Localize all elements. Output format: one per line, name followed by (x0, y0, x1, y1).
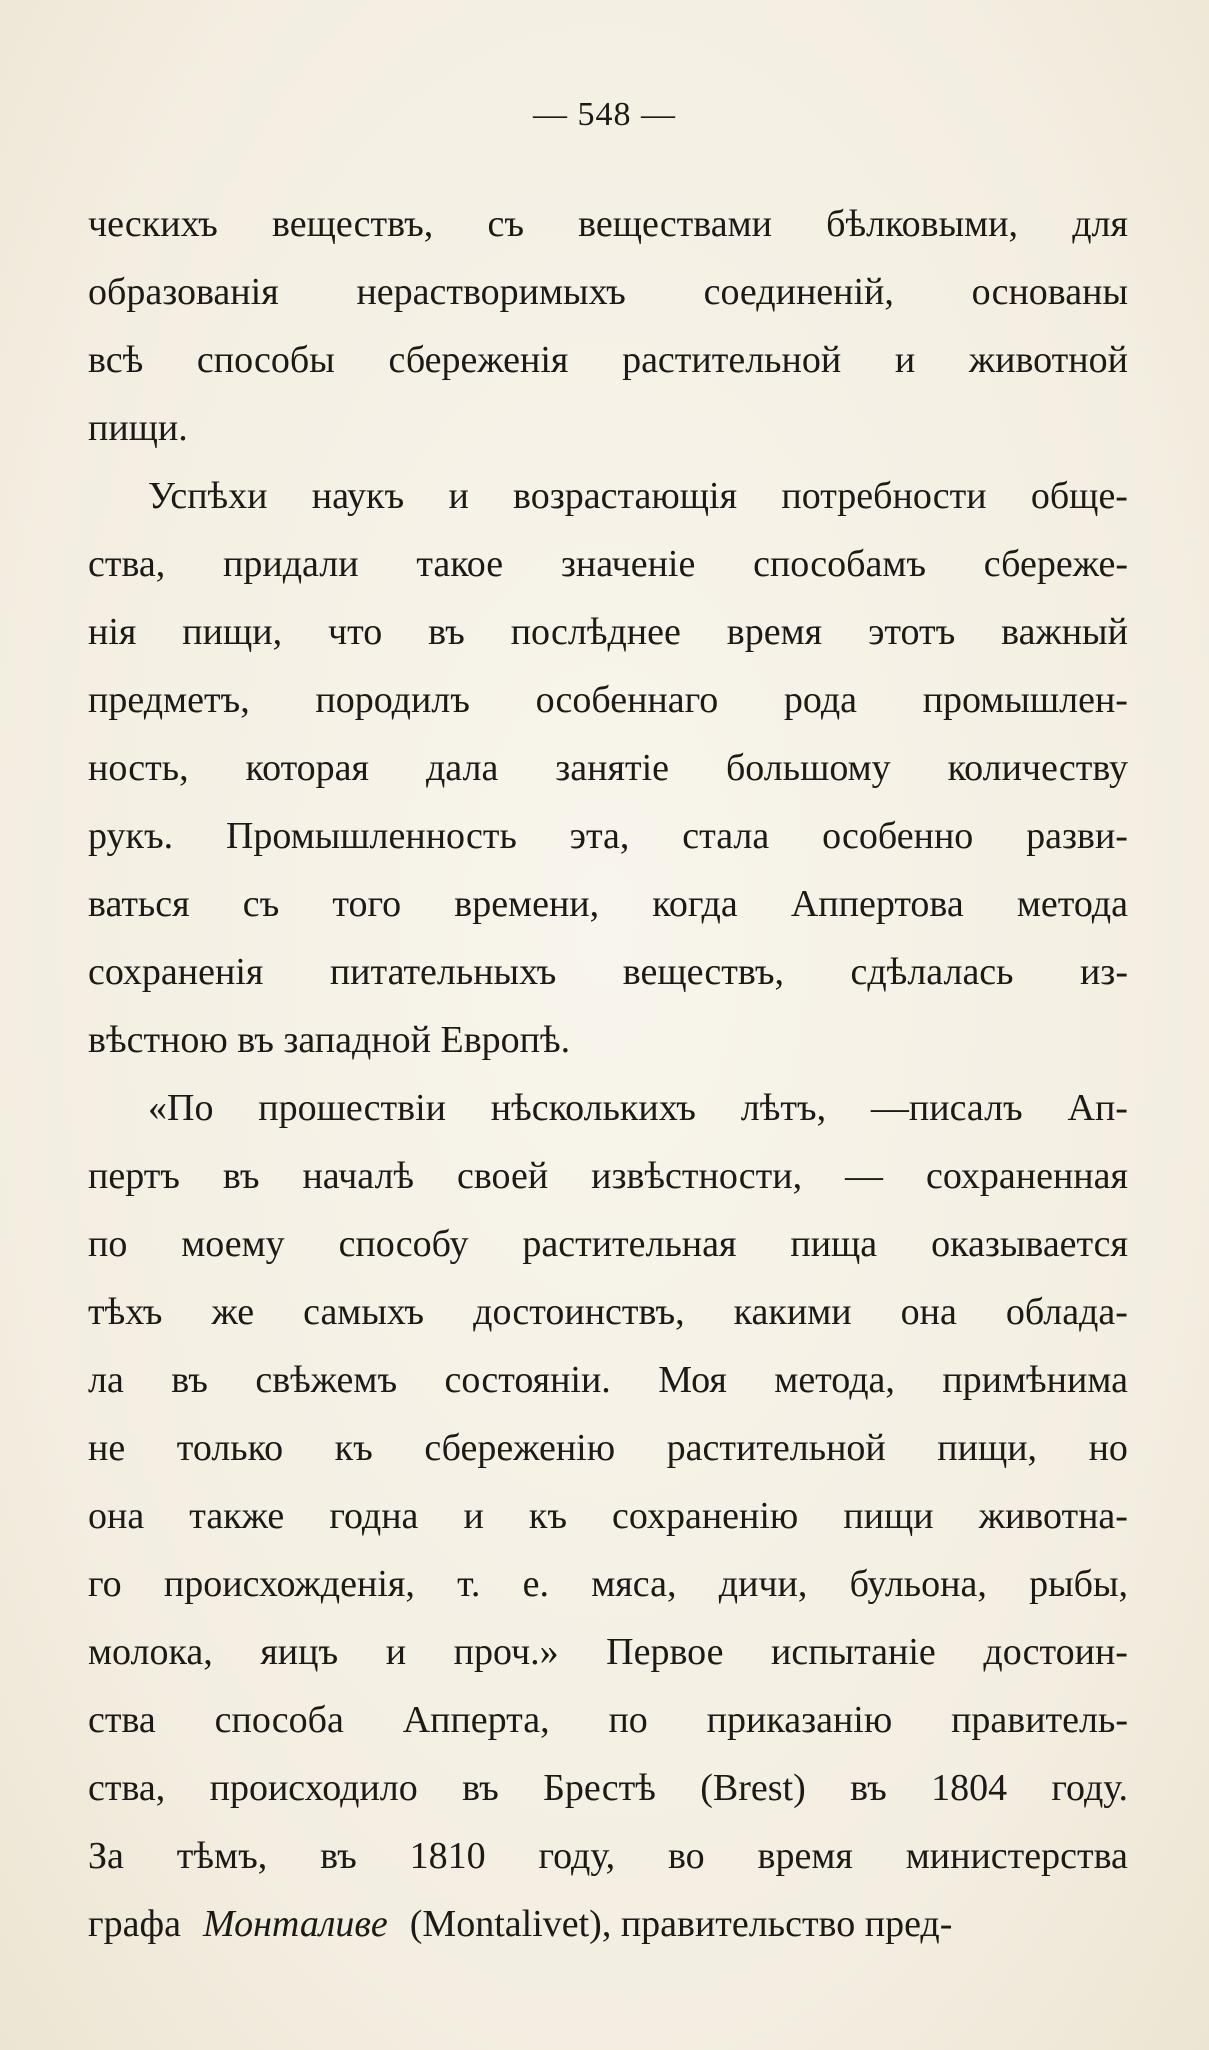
text-line (88, 1550, 1128, 1618)
word: происходило (209, 1767, 418, 1809)
word: въ (171, 1359, 208, 1401)
word: пищи, (937, 1427, 1038, 1469)
line-text: вѣстною въ западной Европѣ. (88, 1019, 571, 1061)
word: Успѣхи (148, 475, 268, 517)
word: придали (223, 543, 359, 585)
word: важный (1001, 611, 1128, 653)
word: возрастающія (513, 475, 738, 517)
word: своей (456, 1155, 549, 1197)
word: Ап- (1067, 1087, 1128, 1129)
word: самыхъ (303, 1291, 425, 1333)
word: достоинствъ, (473, 1291, 685, 1333)
text-line (88, 258, 1128, 326)
word: Промышленность (225, 815, 517, 857)
word: этотъ (868, 611, 956, 653)
word: сохраненія (88, 951, 264, 993)
word: пища (790, 1223, 878, 1265)
word: тѣхъ (88, 1291, 163, 1333)
body-text (88, 190, 1128, 1958)
word: значеніе (560, 543, 696, 585)
word: большому (725, 747, 891, 789)
word: потребности (781, 475, 987, 517)
text-line (88, 1278, 1128, 1346)
word: ность, (88, 747, 189, 789)
word: промышлен- (922, 679, 1128, 721)
text-line (88, 1210, 1128, 1278)
word: которая (245, 747, 370, 789)
word: сдѣлалась (850, 951, 1014, 993)
word: эта, (569, 815, 630, 857)
word: ла (88, 1359, 124, 1401)
word: достоин- (983, 1631, 1128, 1673)
word: веществъ, (271, 203, 434, 245)
text-line (88, 530, 1128, 598)
word: Аппертова (790, 883, 964, 925)
text-line (88, 802, 1128, 870)
word: т. (457, 1563, 481, 1605)
word: и (894, 339, 916, 381)
word: рыбы, (1029, 1563, 1128, 1605)
word: предметъ, (88, 679, 250, 721)
text-line (88, 1346, 1128, 1414)
word: нѣсколькихъ (490, 1087, 696, 1129)
word: году. (1051, 1767, 1128, 1809)
word: прошествіи (258, 1087, 446, 1129)
word: и (463, 1495, 484, 1537)
word: соединеній, (703, 271, 894, 313)
word: что (328, 611, 383, 653)
word: въ (462, 1767, 499, 1809)
paragraph-start-line (88, 1074, 1128, 1142)
word: образованія (88, 271, 279, 313)
word: За (88, 1835, 124, 1877)
word: ства (88, 1699, 156, 1741)
text-line (88, 1822, 1128, 1890)
word: къ (528, 1495, 567, 1537)
word: она (900, 1291, 957, 1333)
word: по (88, 1223, 128, 1265)
word: питательныхъ (329, 951, 557, 993)
word: оказывается (931, 1223, 1128, 1265)
word: моему (181, 1223, 285, 1265)
word: — (845, 1155, 884, 1197)
word: облада- (1005, 1291, 1128, 1333)
word: сбереженію (424, 1427, 616, 1469)
word: растительная (522, 1223, 737, 1265)
word: занятіе (555, 747, 669, 789)
word: способамъ (753, 543, 927, 585)
word: 1810 (409, 1835, 486, 1877)
word: особенно (822, 815, 974, 857)
word: ства, (88, 543, 166, 585)
word: растительной (666, 1427, 886, 1469)
word: способы (196, 339, 335, 381)
word: министерства (905, 1835, 1128, 1877)
word: сохраненію (612, 1495, 799, 1537)
word: всѣ (88, 339, 144, 381)
word: состояніи. (444, 1359, 611, 1401)
word: правитель- (951, 1699, 1128, 1741)
word: но (1088, 1427, 1128, 1469)
word: бѣлковыми, (826, 203, 1018, 245)
word: сбереже- (983, 543, 1128, 585)
line-prefix: графа (88, 1903, 181, 1945)
word: ваться (88, 883, 190, 925)
word: животна- (978, 1495, 1128, 1537)
text-line (88, 1414, 1128, 1482)
word: въ (320, 1835, 357, 1877)
word: когда (652, 883, 738, 925)
word: ческихъ (88, 203, 218, 245)
word: веществами (578, 203, 772, 245)
word: Первое (606, 1631, 724, 1673)
word: особеннаго (535, 679, 719, 721)
word: по (608, 1699, 648, 1741)
word: обще- (1030, 475, 1128, 517)
word: породилъ (315, 679, 470, 721)
word: количеству (947, 747, 1128, 789)
word: нерастворимыхъ (356, 271, 626, 313)
word: время (757, 1835, 853, 1877)
word: же (211, 1291, 255, 1333)
word: того (332, 883, 402, 925)
word: «По (148, 1087, 214, 1129)
word: мяса, (591, 1563, 677, 1605)
word: стала (682, 815, 770, 857)
word: для (1072, 203, 1128, 245)
word: также (189, 1495, 285, 1537)
text-line (88, 326, 1128, 394)
text-line (88, 666, 1128, 734)
word: метода, (774, 1359, 895, 1401)
final-text-line (88, 1890, 1128, 1958)
text-line (88, 1754, 1128, 1822)
word: разви- (1026, 815, 1128, 857)
word: Апперта, (402, 1699, 550, 1741)
word: веществъ, (622, 951, 785, 993)
word: какими (733, 1291, 852, 1333)
word: приказанію (706, 1699, 893, 1741)
word: во (667, 1835, 705, 1877)
word: 1804 (931, 1767, 1008, 1809)
word: началѣ (302, 1155, 415, 1197)
italic-name: Монталиве (202, 1903, 388, 1945)
word: только (176, 1427, 284, 1469)
word: дичи, (718, 1563, 808, 1605)
word: она (88, 1495, 145, 1537)
word: из- (1079, 951, 1128, 993)
word: проч.» (453, 1631, 559, 1673)
word: происхожденія, (163, 1563, 415, 1605)
word: метода (1016, 883, 1128, 925)
word: послѣднее (510, 611, 681, 653)
paragraph-start-line (88, 462, 1128, 530)
word: яицъ (260, 1631, 339, 1673)
word: году, (538, 1835, 616, 1877)
word: го (88, 1563, 122, 1605)
word: такое (416, 543, 504, 585)
word: способа (214, 1699, 344, 1741)
word: е. (522, 1563, 549, 1605)
word: не (88, 1427, 126, 1469)
word: тѣмъ, (176, 1835, 268, 1877)
word: Моя (658, 1359, 727, 1401)
word: свѣжемъ (255, 1359, 398, 1401)
word: годна (329, 1495, 419, 1537)
line-suffix: (Montalivet), правительство пред- (409, 1903, 953, 1945)
word: рукъ. (88, 815, 174, 857)
word: сохраненная (925, 1155, 1128, 1197)
word: Брестѣ (543, 1767, 656, 1809)
word: наукъ (311, 475, 405, 517)
word: пищи (843, 1495, 934, 1537)
text-line (88, 1686, 1128, 1754)
text-line (88, 1142, 1128, 1210)
text-line (88, 598, 1128, 666)
text-line (88, 1482, 1128, 1550)
word: примѣнима (942, 1359, 1128, 1401)
word: въ (222, 1155, 260, 1197)
word: лѣтъ, (740, 1087, 827, 1129)
word: съ (242, 883, 280, 925)
word: въ (850, 1767, 887, 1809)
word: времени, (454, 883, 600, 925)
word: съ (487, 203, 524, 245)
word: (Brest) (700, 1767, 806, 1809)
word: способу (338, 1223, 469, 1265)
text-line (88, 938, 1128, 1006)
word: и (385, 1631, 407, 1673)
word: животной (968, 339, 1128, 381)
word: основаны (971, 271, 1128, 313)
word: —писалъ (870, 1087, 1023, 1129)
text-line (88, 1006, 1128, 1074)
text-line (88, 734, 1128, 802)
word: бульона, (849, 1563, 987, 1605)
line-text: пищи. (88, 407, 188, 449)
text-line (88, 1618, 1128, 1686)
text-line (88, 190, 1128, 258)
word: пищи, (182, 611, 283, 653)
page-number: — 548 — (533, 96, 676, 133)
word: въ (428, 611, 465, 653)
text-line (88, 394, 1128, 462)
word: нія (88, 611, 137, 653)
text-line (88, 870, 1128, 938)
word: и (448, 475, 469, 517)
word: испытаніе (771, 1631, 936, 1673)
word: растительной (622, 339, 842, 381)
word: ства, (88, 1767, 166, 1809)
word: пертъ (88, 1155, 180, 1197)
word: рода (783, 679, 858, 721)
word: сбереженія (388, 339, 569, 381)
word: дала (425, 747, 499, 789)
word: время (726, 611, 823, 653)
word: молока, (88, 1631, 213, 1673)
word: къ (334, 1427, 373, 1469)
word: извѣстности, (591, 1155, 803, 1197)
